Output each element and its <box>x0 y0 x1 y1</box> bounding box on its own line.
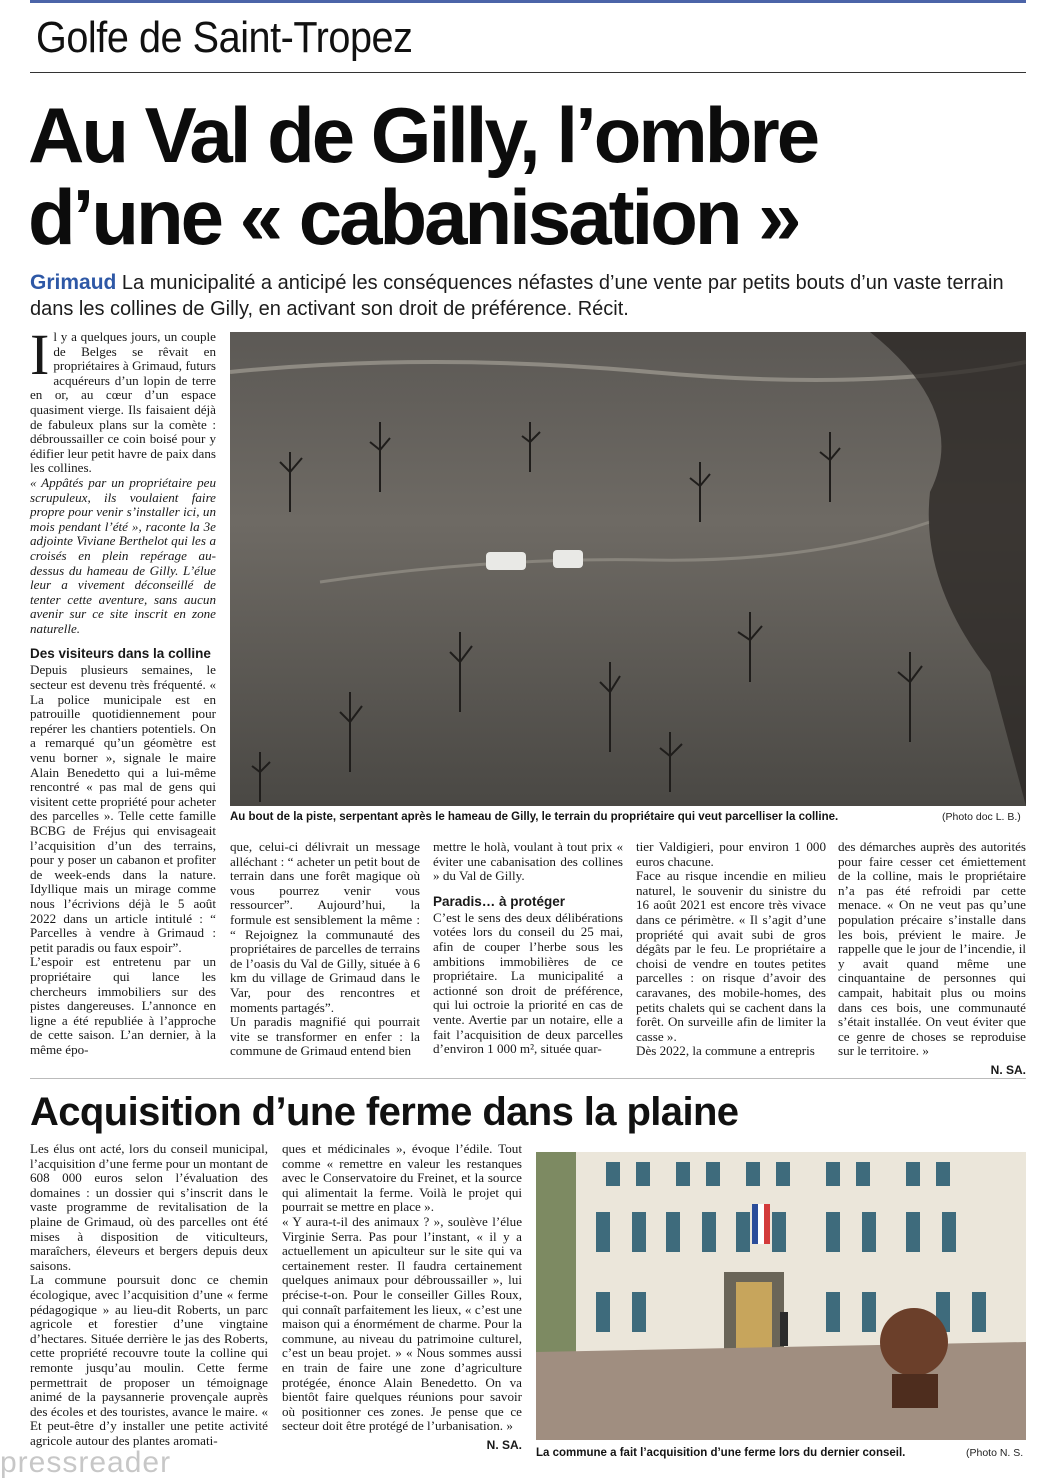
article2-paragraph: Les élus ont acté, lors du conseil municipal, l’acquisition d’une ferme pour un montant de 608 000 euros selon l’évaluation des domaines : un dossier qui s’inscrit dans le vaste programme de revitalisation de la plaine de Grimaud, où des parcelles ont été mises à disposition de viticulteurs, maraîchers, éleveurs et bergers depuis deux saisons. <box>30 1141 268 1273</box>
article1-paragraph: « Appâtés par un propriétaire peu scrupuleux, ils voulaient faire propre pour venir s’installer ici, un mois pendant l’été », raconte la 3e adjointe Viviane Berthelot qui les a croisés en plein repérage au-dessus du hameau de Gilly. L’élue leur a vivement déconseillé de tenter cette aventure, sans aucun avenir sur ce site inscrit en zone naturelle. <box>30 474 216 636</box>
photo2-credit: (Photo N. S. <box>966 1447 1024 1459</box>
article1-column-5 <box>838 840 1026 1078</box>
photo1-credit: (Photo doc L. B.) <box>942 811 1021 823</box>
article1-column-1 <box>30 322 216 1058</box>
photo1-caption: Au bout de la piste, serpentant après le hameau de Gilly, le terrain du propriétaire qui veut parcelliser la colline. <box>230 811 839 823</box>
article1-paragraph: L’espoir est entretenu par un propriétaire qui lance les chercheurs immobiliers sur des pistes dangereuses. L’annonce en ligne a été republiée à l’approche de cette saison. L’an dernier, à la même épo- <box>30 954 216 1057</box>
deck <box>30 270 1030 322</box>
article1-column-4 <box>636 840 826 1059</box>
headline-line-2: d’une « cabanisation » <box>28 173 799 261</box>
article2-headline: Acquisition d’une ferme dans la plaine <box>30 1090 739 1134</box>
article2-column-2 <box>282 1142 522 1452</box>
article1-paragraph: Dès 2022, la commune a entrepris <box>636 1043 815 1059</box>
article1-paragraph: Il y a quelques jours, un couple de Belges se rêvait en propriétaires à Grimaud, futurs acquéreurs d’un lopin de terre en or, au cœur d’un espace quasiment vierge. Ils faisaient déjà de fabuleux plans sur la comète : débroussailler ce coin boisé pour y édifier leur petit havre de paix dans les collines. <box>30 322 216 476</box>
article1-subhead-visitors: Des visiteurs dans la colline <box>30 646 211 662</box>
article1-column-2 <box>230 840 420 1059</box>
article1-paragraph: des démarches auprès des autorités pour faire cesser cet émiettement de la colline, mais le propriétaire n’a pas été refroidi par cette menace. « On ne veut pas qu’une population précaire s’installe dans les bois, prévient le maire. Je rappelle que le jour de l’incendie, il y avait quand même une cinquantaine de personnes qui campait, habitait plus ou moins dans ces bois, une communauté s’était installée. On veut éviter que ce genre de choses se reproduise sur le territoire. » <box>838 839 1026 1059</box>
article2-paragraph: « Y aura-t-il des animaux ? », soulève l’élue Virginie Serra. Pas pour l’instant, « il y a actuellement un apiculteur sur le site qui va certainement rester. Il faudra certainement quelques animaux pour débroussailler », lui précise-t-on. Pour le conseiller Gilles Roux, qui connaît parfaitement les lieux, « c’est une maison qui a énormément de charme. Pour la commune, au niveau du patrimoine culturel, c’est un beau projet. » « Nous sommes aussi en train de faire une zone d’agriculture protégée, énonce Alain Benedetto. On va bientôt faire quelques réunions pour savoir où positionner ces zones. Je pense que ce secteur doit être protégé de l’urbanisation. » <box>282 1213 522 1434</box>
article2-paragraph: La commune poursuit donc ce chemin écologique, avec l’acquisition d’une « ferme pédagogique » au lieu-dit Roberts, un parc agricole et forestier d’une vingtaine d’hectares. Située derrière le jas des Roberts, cette propriété recouvre toute la colline qui remonte jusqu’au moulin. Cette ferme permettrait de proposer un témoignage animé de la paysannerie provençale auprès des écoles et des touristes, avance le maire. « Et peut-être d’y installer une petite activité agricole autour des plantes aromati- <box>30 1272 268 1448</box>
article1-paragraph: C’est le sens des deux délibérations votées lors du conseil du 25 mai, afin de couper l’herbe sous les ambitions immobilières de ce propriétaire. La municipalité a actionné son droit de préférence, qui lui octroie la priorité en cas de vente. Avertie par un notaire, elle a fait l’acquisition de deux parcelles d’environ 1 000 m², située quar- <box>433 909 623 1057</box>
article1-paragraph: que, celui-ci délivrait un message alléchant : “ acheter un petit bout de terrain dans une forêt magique où vous pourrez venir vous ressourcer”. Aujourd’hui, la formule est sensiblement la même : “ Rejoignez la communauté des propriétaires de parcelles de terrains de l’oasis du Val de Gilly, située à 6 km du village de Grimaud dans le Var, pour des rencontres et moments partagés”. <box>230 839 420 1015</box>
headline <box>28 91 1028 261</box>
article1-paragraph: Un paradis magnifié qui pourrait vite se transformer en enfer : la commune de Grimaud entend bien <box>230 1014 420 1059</box>
article1-paragraph: Face au risque incendie en milieu naturel, le souvenir du sinistre du 16 août 2021 est encore très vivace dans ce périmètre. « Il s’agit d’une propriété qui avait subi de gros dégâts par le feu. Le propriétaire a choisi de vendre en toutes petites parcelles : on risque d’avoir des caravanes, des mobile-homes, des petits chalets qui se cachent dans la forêt. On surveille afin de limiter la casse ». <box>636 868 826 1044</box>
article-divider <box>30 1078 1026 1079</box>
article1-paragraph: tier Valdigieri, pour environ 1 000 euros chacune. <box>636 839 826 869</box>
article1-paragraph: Depuis plusieurs semaines, le secteur est devenu très fréquenté. « La police municipale est en patrouille quotidiennement pour repérer les chantiers potentiels. On a remarqué qu’un géomètre est venu borner », signale le maire Alain Benedetto qui a lui-même rencontré « pas mal de gens qui visitent cette propriété pour acheter des parcelles ». Telle cette famille BCBG de Fréjus qui envisageait l’acquisition d’un des terrains, pour y poser un cabanon et profiter de week-ends dans la nature. Idyllique mais un mirage comme nous l’écrivions déjà le 5 août 2022 dans un article intitulé : “ Parcelles à vendre à Grimaud : petit paradis ou faux espoir”. <box>30 662 216 955</box>
top-accent-bar <box>30 0 1026 3</box>
article2-column-1 <box>30 1142 268 1448</box>
farmhouse-photo <box>536 1152 1026 1440</box>
article1-signature: N. SA. <box>990 1062 1026 1077</box>
article1-column-3 <box>433 840 623 1057</box>
section-rubric: Golfe de Saint-Tropez <box>36 13 413 62</box>
pressreader-watermark: pressreader <box>0 1446 172 1479</box>
article1-paragraph: mettre le holà, voulant à tout prix « éviter une cabanisation des collines » du Val de Gilly. <box>433 839 623 884</box>
rubric-divider <box>30 72 1026 73</box>
dropcap: I <box>30 322 50 387</box>
article1-subhead-paradise: Paradis… à protéger <box>433 893 566 909</box>
article2-signature: N. SA. <box>486 1437 522 1452</box>
burnt-hillside-photo <box>230 332 1026 806</box>
photo2-caption: La commune a fait l’acquisition d’une ferme lors du dernier conseil. <box>536 1447 906 1459</box>
article2-paragraph: ques et médicinales », évoque l’édile. Tout comme « remettre en valeur les restanques avec le Conservatoire du Freinet, et la source qui alimentait la ferme. Voilà le projet qui pourrait se mettre en place ». <box>282 1141 522 1215</box>
deck-text: La municipalité a anticipé les conséquences néfastes d’une vente par petits bouts d’un vaste terrain dans les collines de Gilly, en activant son droit de préférence. Récit. <box>30 272 1004 320</box>
deck-location: Grimaud <box>30 271 117 294</box>
headline-line-1: Au Val de Gilly, l’ombre <box>28 91 818 179</box>
